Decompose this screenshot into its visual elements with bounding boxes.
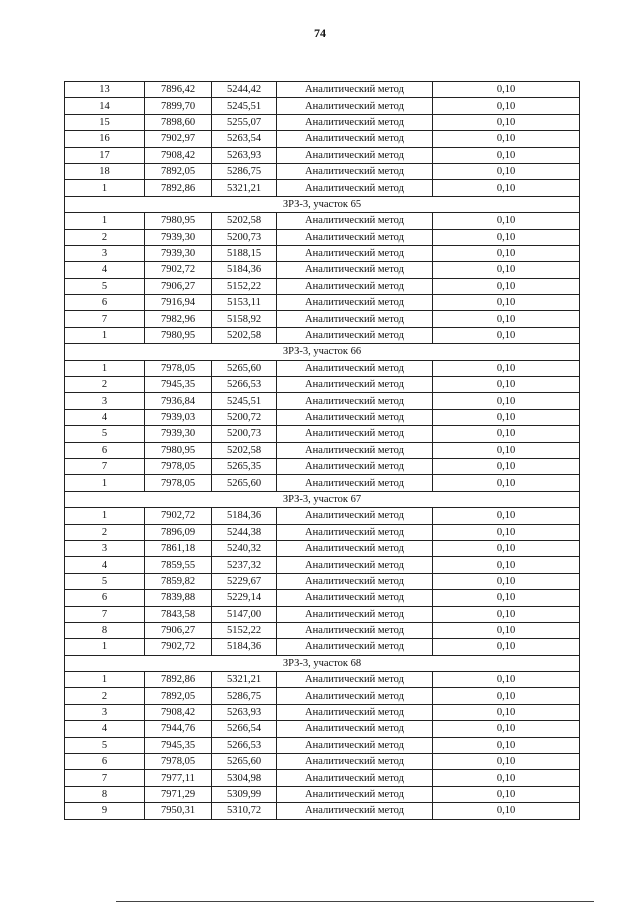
method-cell: Аналитический метод [277,803,433,819]
method-cell: Аналитический метод [277,114,433,130]
accuracy-cell: 0,10 [433,377,580,393]
y-coordinate-cell: 5286,75 [212,688,277,704]
point-number-cell: 6 [65,754,145,770]
accuracy-cell: 0,10 [433,311,580,327]
table-row [65,245,580,261]
point-number-cell: 4 [65,721,145,737]
accuracy-cell: 0,10 [433,295,580,311]
coordinates-table-body [65,82,580,820]
table-row [65,393,580,409]
point-number-cell: 1 [65,180,145,196]
x-coordinate-cell: 7861,18 [145,540,212,556]
x-coordinate-cell: 7950,31 [145,803,212,819]
method-cell: Аналитический метод [277,278,433,294]
method-cell: Аналитический метод [277,606,433,622]
point-number-cell: 17 [65,147,145,163]
accuracy-cell: 0,10 [433,262,580,278]
table-row [65,770,580,786]
accuracy-cell: 0,10 [433,508,580,524]
method-cell: Аналитический метод [277,622,433,638]
y-coordinate-cell: 5184,36 [212,508,277,524]
table-row [65,803,580,819]
x-coordinate-cell: 7892,86 [145,672,212,688]
table-row [65,704,580,720]
method-cell: Аналитический метод [277,672,433,688]
table-row [65,590,580,606]
y-coordinate-cell: 5263,93 [212,147,277,163]
x-coordinate-cell: 7839,88 [145,590,212,606]
accuracy-cell: 0,10 [433,278,580,294]
y-coordinate-cell: 5321,21 [212,180,277,196]
x-coordinate-cell: 7939,03 [145,409,212,425]
y-coordinate-cell: 5321,21 [212,672,277,688]
x-coordinate-cell: 7859,55 [145,557,212,573]
accuracy-cell: 0,10 [433,540,580,556]
accuracy-cell: 0,10 [433,672,580,688]
method-cell: Аналитический метод [277,426,433,442]
page-number: 74 [314,26,326,40]
accuracy-cell: 0,10 [433,213,580,229]
y-coordinate-cell: 5245,51 [212,98,277,114]
table-row [65,147,580,163]
point-number-cell: 2 [65,688,145,704]
point-number-cell: 7 [65,458,145,474]
point-number-cell: 1 [65,672,145,688]
table-row [65,458,580,474]
table-row [65,622,580,638]
method-cell: Аналитический метод [277,409,433,425]
method-cell: Аналитический метод [277,82,433,98]
y-coordinate-cell: 5286,75 [212,163,277,179]
x-coordinate-cell: 7899,70 [145,98,212,114]
point-number-cell: 14 [65,98,145,114]
y-coordinate-cell: 5263,54 [212,131,277,147]
x-coordinate-cell: 7896,09 [145,524,212,540]
accuracy-cell: 0,10 [433,770,580,786]
x-coordinate-cell: 7902,72 [145,639,212,655]
method-cell: Аналитический метод [277,327,433,343]
accuracy-cell: 0,10 [433,688,580,704]
point-number-cell: 1 [65,639,145,655]
x-coordinate-cell: 7982,96 [145,311,212,327]
x-coordinate-cell: 7978,05 [145,360,212,376]
table-row [65,672,580,688]
table-row [65,278,580,294]
method-cell: Аналитический метод [277,163,433,179]
x-coordinate-cell: 7902,72 [145,262,212,278]
point-number-cell: 1 [65,360,145,376]
y-coordinate-cell: 5158,92 [212,311,277,327]
x-coordinate-cell: 7945,35 [145,737,212,753]
y-coordinate-cell: 5265,60 [212,360,277,376]
section-title: ЗРЗ-3, участок 67 [65,491,580,507]
y-coordinate-cell: 5229,67 [212,573,277,589]
method-cell: Аналитический метод [277,295,433,311]
section-title: ЗРЗ-3, участок 68 [65,655,580,671]
table-row [65,180,580,196]
table-row [65,524,580,540]
x-coordinate-cell: 7916,94 [145,295,212,311]
point-number-cell: 13 [65,82,145,98]
point-number-cell: 18 [65,163,145,179]
method-cell: Аналитический метод [277,262,433,278]
accuracy-cell: 0,10 [433,803,580,819]
method-cell: Аналитический метод [277,786,433,802]
x-coordinate-cell: 7892,05 [145,688,212,704]
table-row [65,442,580,458]
accuracy-cell: 0,10 [433,475,580,491]
method-cell: Аналитический метод [277,754,433,770]
point-number-cell: 3 [65,704,145,720]
point-number-cell: 2 [65,229,145,245]
y-coordinate-cell: 5200,73 [212,426,277,442]
table-row [65,360,580,376]
accuracy-cell: 0,10 [433,622,580,638]
method-cell: Аналитический метод [277,524,433,540]
point-number-cell: 7 [65,311,145,327]
x-coordinate-cell: 7978,05 [145,458,212,474]
y-coordinate-cell: 5152,22 [212,278,277,294]
y-coordinate-cell: 5202,58 [212,213,277,229]
y-coordinate-cell: 5147,00 [212,606,277,622]
point-number-cell: 8 [65,786,145,802]
x-coordinate-cell: 7944,76 [145,721,212,737]
table-row [65,688,580,704]
table-row [65,426,580,442]
method-cell: Аналитический метод [277,393,433,409]
y-coordinate-cell: 5266,53 [212,377,277,393]
x-coordinate-cell: 7939,30 [145,245,212,261]
accuracy-cell: 0,10 [433,327,580,343]
method-cell: Аналитический метод [277,475,433,491]
table-row [65,295,580,311]
method-cell: Аналитический метод [277,721,433,737]
method-cell: Аналитический метод [277,147,433,163]
y-coordinate-cell: 5200,72 [212,409,277,425]
method-cell: Аналитический метод [277,590,433,606]
method-cell: Аналитический метод [277,704,433,720]
x-coordinate-cell: 7896,42 [145,82,212,98]
point-number-cell: 5 [65,278,145,294]
table-row [65,639,580,655]
point-number-cell: 7 [65,770,145,786]
table-row [65,131,580,147]
x-coordinate-cell: 7980,95 [145,327,212,343]
accuracy-cell: 0,10 [433,557,580,573]
accuracy-cell: 0,10 [433,639,580,655]
table-row [65,540,580,556]
table-row [65,409,580,425]
y-coordinate-cell: 5184,36 [212,262,277,278]
accuracy-cell: 0,10 [433,245,580,261]
point-number-cell: 15 [65,114,145,130]
x-coordinate-cell: 7980,95 [145,442,212,458]
table-row [65,508,580,524]
table-row [65,557,580,573]
table-row [65,475,580,491]
y-coordinate-cell: 5266,54 [212,721,277,737]
y-coordinate-cell: 5152,22 [212,622,277,638]
point-number-cell: 16 [65,131,145,147]
y-coordinate-cell: 5255,07 [212,114,277,130]
method-cell: Аналитический метод [277,213,433,229]
point-number-cell: 4 [65,409,145,425]
x-coordinate-cell: 7977,11 [145,770,212,786]
y-coordinate-cell: 5188,15 [212,245,277,261]
point-number-cell: 3 [65,245,145,261]
y-coordinate-cell: 5265,60 [212,475,277,491]
accuracy-cell: 0,10 [433,229,580,245]
point-number-cell: 1 [65,327,145,343]
table-row [65,114,580,130]
method-cell: Аналитический метод [277,229,433,245]
method-cell: Аналитический метод [277,360,433,376]
accuracy-cell: 0,10 [433,573,580,589]
method-cell: Аналитический метод [277,688,433,704]
section-title: ЗРЗ-3, участок 65 [65,196,580,212]
point-number-cell: 3 [65,393,145,409]
point-number-cell: 6 [65,590,145,606]
y-coordinate-cell: 5309,99 [212,786,277,802]
point-number-cell: 8 [65,622,145,638]
accuracy-cell: 0,10 [433,737,580,753]
y-coordinate-cell: 5244,38 [212,524,277,540]
table-row [65,786,580,802]
table-row [65,327,580,343]
method-cell: Аналитический метод [277,508,433,524]
x-coordinate-cell: 7971,29 [145,786,212,802]
y-coordinate-cell: 5263,93 [212,704,277,720]
y-coordinate-cell: 5237,32 [212,557,277,573]
y-coordinate-cell: 5202,58 [212,327,277,343]
x-coordinate-cell: 7939,30 [145,426,212,442]
x-coordinate-cell: 7908,42 [145,147,212,163]
section-header-row [65,196,580,212]
point-number-cell: 4 [65,557,145,573]
y-coordinate-cell: 5304,98 [212,770,277,786]
table-row [65,213,580,229]
y-coordinate-cell: 5184,36 [212,639,277,655]
method-cell: Аналитический метод [277,737,433,753]
point-number-cell: 6 [65,442,145,458]
x-coordinate-cell: 7936,84 [145,393,212,409]
x-coordinate-cell: 7892,05 [145,163,212,179]
method-cell: Аналитический метод [277,98,433,114]
accuracy-cell: 0,10 [433,82,580,98]
x-coordinate-cell: 7859,82 [145,573,212,589]
section-header-row [65,655,580,671]
accuracy-cell: 0,10 [433,180,580,196]
method-cell: Аналитический метод [277,639,433,655]
y-coordinate-cell: 5265,60 [212,754,277,770]
y-coordinate-cell: 5265,35 [212,458,277,474]
y-coordinate-cell: 5202,58 [212,442,277,458]
x-coordinate-cell: 7843,58 [145,606,212,622]
x-coordinate-cell: 7902,97 [145,131,212,147]
table-row [65,82,580,98]
x-coordinate-cell: 7980,95 [145,213,212,229]
point-number-cell: 1 [65,475,145,491]
accuracy-cell: 0,10 [433,721,580,737]
table-row [65,311,580,327]
point-number-cell: 1 [65,213,145,229]
point-number-cell: 9 [65,803,145,819]
section-header-row [65,344,580,360]
y-coordinate-cell: 5245,51 [212,393,277,409]
x-coordinate-cell: 7945,35 [145,377,212,393]
y-coordinate-cell: 5153,11 [212,295,277,311]
x-coordinate-cell: 7978,05 [145,475,212,491]
table-row [65,721,580,737]
accuracy-cell: 0,10 [433,426,580,442]
table-row [65,163,580,179]
point-number-cell: 6 [65,295,145,311]
point-number-cell: 5 [65,573,145,589]
table-row [65,606,580,622]
x-coordinate-cell: 7906,27 [145,622,212,638]
accuracy-cell: 0,10 [433,442,580,458]
y-coordinate-cell: 5229,14 [212,590,277,606]
x-coordinate-cell: 7902,72 [145,508,212,524]
point-number-cell: 5 [65,426,145,442]
method-cell: Аналитический метод [277,377,433,393]
bottom-divider [116,901,594,902]
method-cell: Аналитический метод [277,131,433,147]
accuracy-cell: 0,10 [433,409,580,425]
method-cell: Аналитический метод [277,442,433,458]
y-coordinate-cell: 5310,72 [212,803,277,819]
accuracy-cell: 0,10 [433,704,580,720]
y-coordinate-cell: 5200,73 [212,229,277,245]
accuracy-cell: 0,10 [433,393,580,409]
table-row [65,262,580,278]
accuracy-cell: 0,10 [433,163,580,179]
point-number-cell: 2 [65,377,145,393]
accuracy-cell: 0,10 [433,754,580,770]
method-cell: Аналитический метод [277,557,433,573]
method-cell: Аналитический метод [277,245,433,261]
x-coordinate-cell: 7908,42 [145,704,212,720]
table-row [65,98,580,114]
x-coordinate-cell: 7892,86 [145,180,212,196]
accuracy-cell: 0,10 [433,606,580,622]
y-coordinate-cell: 5240,32 [212,540,277,556]
accuracy-cell: 0,10 [433,131,580,147]
accuracy-cell: 0,10 [433,590,580,606]
method-cell: Аналитический метод [277,573,433,589]
method-cell: Аналитический метод [277,180,433,196]
section-title: ЗРЗ-3, участок 66 [65,344,580,360]
x-coordinate-cell: 7906,27 [145,278,212,294]
point-number-cell: 1 [65,508,145,524]
table-row [65,573,580,589]
accuracy-cell: 0,10 [433,786,580,802]
x-coordinate-cell: 7978,05 [145,754,212,770]
table-row [65,737,580,753]
accuracy-cell: 0,10 [433,360,580,376]
method-cell: Аналитический метод [277,770,433,786]
accuracy-cell: 0,10 [433,458,580,474]
y-coordinate-cell: 5244,42 [212,82,277,98]
coordinates-table [64,81,580,820]
accuracy-cell: 0,10 [433,147,580,163]
method-cell: Аналитический метод [277,540,433,556]
point-number-cell: 5 [65,737,145,753]
point-number-cell: 4 [65,262,145,278]
table-row [65,377,580,393]
point-number-cell: 7 [65,606,145,622]
accuracy-cell: 0,10 [433,98,580,114]
accuracy-cell: 0,10 [433,114,580,130]
x-coordinate-cell: 7939,30 [145,229,212,245]
table-row [65,754,580,770]
method-cell: Аналитический метод [277,311,433,327]
table-row [65,229,580,245]
point-number-cell: 3 [65,540,145,556]
section-header-row [65,491,580,507]
point-number-cell: 2 [65,524,145,540]
accuracy-cell: 0,10 [433,524,580,540]
method-cell: Аналитический метод [277,458,433,474]
y-coordinate-cell: 5266,53 [212,737,277,753]
x-coordinate-cell: 7898,60 [145,114,212,130]
